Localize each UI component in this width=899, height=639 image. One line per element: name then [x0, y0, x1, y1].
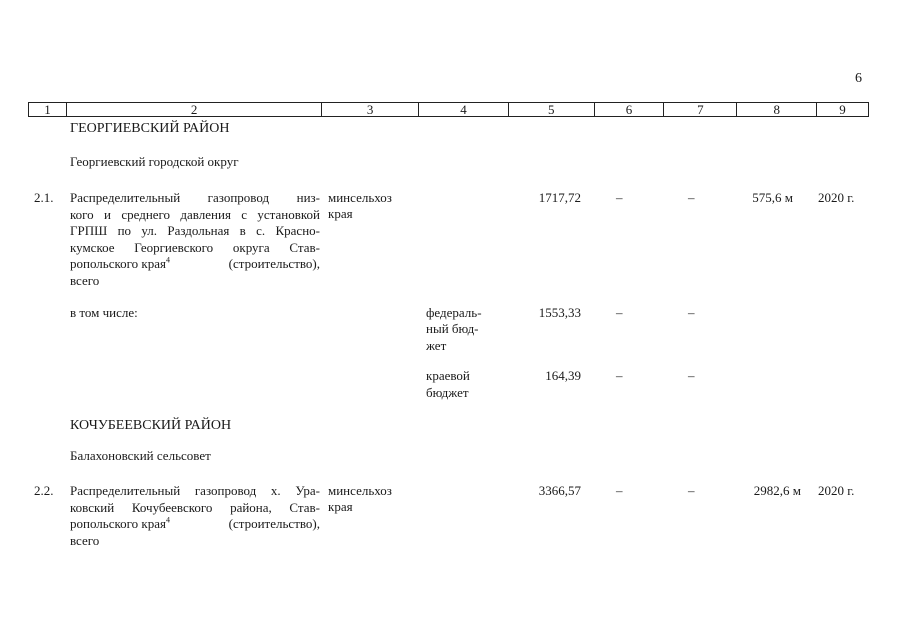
- col6-2-2: –: [616, 483, 623, 498]
- header-cell-3: 3: [322, 103, 419, 116]
- desc-line: кого и среднего давления с установкой: [70, 206, 320, 222]
- source-federal-line3: жет: [426, 338, 447, 353]
- header-cell-7: 7: [664, 103, 737, 116]
- section-subtitle-georgievsky: Георгиевский городской округ: [70, 154, 239, 169]
- footnote-marker: 4: [165, 255, 170, 265]
- customer-2-2-line1: минсельхоз: [328, 483, 392, 498]
- desc-line: [70, 256, 320, 273]
- row-number-2-1: 2.1.: [34, 190, 54, 205]
- header-cell-8: 8: [737, 103, 817, 116]
- section-title-georgievsky: ГЕОРГИЕВСКИЙ РАЙОН: [70, 121, 230, 136]
- source-federal-line2: ный бюд-: [426, 321, 479, 336]
- row-description-2-2: [70, 483, 320, 549]
- footnote-marker: 4: [165, 515, 170, 525]
- desc-line: ковский Кочубеевского района, Став-: [70, 499, 320, 515]
- header-cell-2: 2: [67, 103, 322, 116]
- table-header-row: [28, 102, 869, 117]
- col6-regional: –: [616, 368, 623, 383]
- col6-2-1: –: [616, 190, 623, 205]
- section-subtitle-kochubeevsky: Балахоновский сельсовет: [70, 448, 211, 463]
- amount-2-2: 3366,57: [538, 483, 581, 498]
- row-description-2-1: [70, 190, 320, 289]
- header-cell-1: 1: [29, 103, 67, 116]
- desc-line: ГРПШ по ул. Раздольная в с. Красно-: [70, 223, 320, 238]
- including-label: в том числе:: [70, 305, 138, 320]
- customer-2-1-line2: края: [328, 206, 353, 221]
- page-number: 6: [855, 71, 862, 86]
- year-2-2: 2020 г.: [818, 483, 855, 498]
- desc-line: Распределительный газопровод х. Ура-: [70, 483, 320, 498]
- col7-2-1: –: [688, 190, 695, 205]
- year-2-1: 2020 г.: [818, 190, 855, 205]
- source-regional-line1: краевой: [426, 368, 470, 383]
- capacity-2-2: 2982,6 м: [753, 483, 801, 498]
- amount-federal: 1553,33: [538, 305, 581, 320]
- desc-line: всего: [70, 532, 100, 548]
- header-cell-6: 6: [595, 103, 665, 116]
- desc-fragment: ропольского края$^4$: [70, 255, 170, 271]
- row-number-2-2: 2.2.: [34, 483, 54, 498]
- col7-regional: –: [688, 368, 695, 383]
- desc-line: всего: [70, 272, 100, 288]
- amount-2-1: 1717,72: [538, 190, 581, 205]
- customer-2-2-line2: края: [328, 499, 353, 514]
- desc-fragment: (строительство),: [228, 516, 320, 531]
- source-regional-line2: бюджет: [426, 385, 469, 400]
- header-cell-9: 9: [839, 102, 846, 117]
- source-federal-line1: федераль-: [426, 305, 482, 320]
- desc-line: кумское Георгиевского округа Став-: [70, 239, 320, 255]
- amount-regional: 164,39: [545, 368, 581, 383]
- col7-2-2: –: [688, 483, 695, 498]
- desc-fragment: ропольского края$^4$: [70, 515, 170, 531]
- header-cell-4: 4: [419, 103, 509, 116]
- col7-federal: –: [688, 305, 695, 320]
- desc-line: [70, 516, 320, 533]
- col6-federal: –: [616, 305, 623, 320]
- header-cell-5: 5: [509, 103, 595, 116]
- capacity-2-1: 575,6 м: [752, 190, 793, 205]
- customer-2-1-line1: минсельхоз: [328, 190, 392, 205]
- section-title-kochubeevsky: КОЧУБЕЕВСКИЙ РАЙОН: [70, 418, 232, 433]
- desc-fragment: (строительство),: [228, 256, 320, 271]
- desc-line: Распределительный газопровод низ-: [70, 190, 320, 205]
